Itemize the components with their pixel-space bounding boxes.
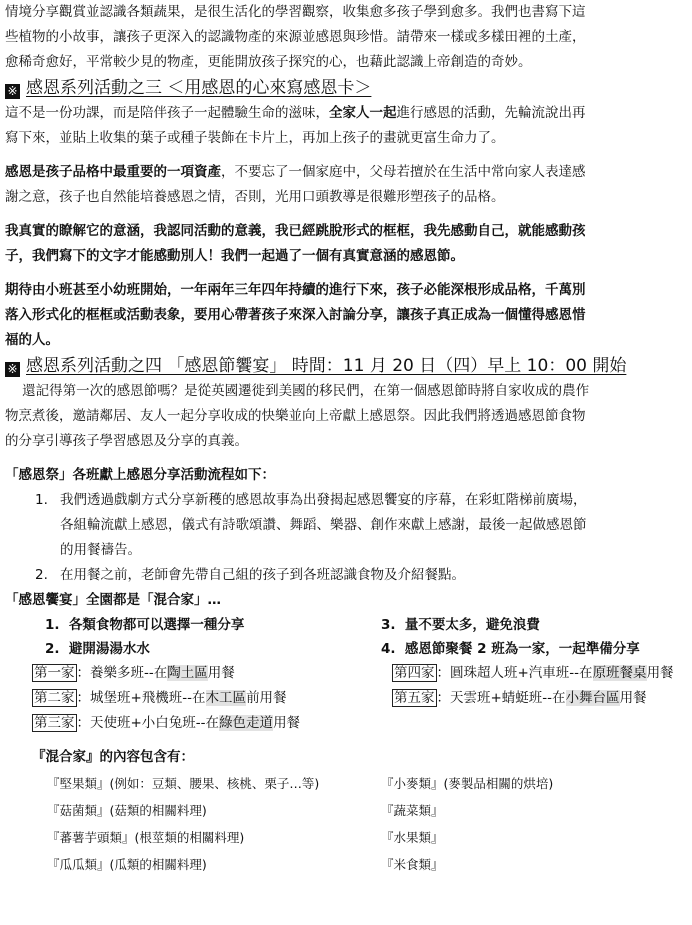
family-label: 第三家 (34, 715, 75, 731)
content-title: 『混合家』的內容包含有： (32, 749, 194, 765)
section4-title: 感恩系列活動之四 「感恩節饗宴」 時間：11 月 20 日（四）早上 10：00 開始 (26, 356, 627, 376)
section3-heading (5, 76, 687, 100)
family-suffix: 用餐 (273, 715, 301, 731)
family-desc: ：天使班+小白兔班--在 (76, 715, 220, 731)
flow-item-number: 1. (35, 492, 48, 508)
section4-paragraph-line-2: 物烹煮後，邀請鄰居、友人一起分享收成的快樂並向上帝獻上感恩祭。因此我們將透過感恩節食物 (5, 408, 586, 424)
family-item (5, 686, 392, 711)
section4-paragraph-line-3: 的分享引導孩子學習感恩及分享的真義。 (5, 433, 248, 449)
family-suffix: 前用餐 (246, 690, 287, 706)
family-suffix: 用餐 (619, 690, 647, 706)
family-item (5, 661, 392, 686)
family-location: 陶土區 (167, 665, 208, 681)
content-item: 『瓜瓜類』(瓜類的相關料理) (47, 857, 207, 872)
section3-title: 感恩系列活動之三 ＜用感恩的心來寫感恩卡＞ (26, 78, 372, 98)
document-page (5, 0, 687, 878)
p1-text-bold: 全家人一起 (329, 105, 397, 121)
content-row-4 (5, 851, 687, 878)
family-item (392, 686, 687, 711)
rule-item: 2. 避開湯湯水水 (45, 641, 150, 657)
heading-marker-icon: ※ (5, 84, 20, 99)
family-location: 原班餐桌 (592, 665, 647, 681)
content-item: 『蕃薯芋頭類』(根莖類的相關料理) (47, 830, 245, 845)
family-item (5, 711, 392, 736)
flow-item-line: 各組輪流獻上感恩，儀式有詩歌頌讚、舞蹈、樂器、創作來獻上感謝，最後一起做感恩節 (60, 517, 587, 533)
content-item: 『水果類』 (381, 830, 444, 845)
flow-item (5, 563, 687, 588)
family-suffix: 用餐 (646, 665, 674, 681)
section4-heading (5, 354, 687, 378)
family-desc: ：天雲班+蜻蜓班--在 (436, 690, 566, 706)
family-desc: ：養樂多班--在 (76, 665, 168, 681)
content-item: 『菇菌類』(菇類的相關料理) (47, 803, 207, 818)
flow-item-line: 的用餐禱告。 (60, 542, 141, 558)
heading-marker-icon: ※ (5, 362, 20, 377)
content-item: 『米食類』 (381, 857, 444, 872)
family-desc: ：圓珠超人班+汽車班--在 (436, 665, 593, 681)
section3-paragraph-1 (5, 101, 687, 126)
content-item: 『小麥類』(麥製品相關的烘培) (381, 776, 554, 791)
flow-item-line: 在用餐之前，老師會先帶自己組的孩子到各班認識食物及介紹餐點。 (60, 567, 465, 583)
family-label: 第一家 (34, 665, 75, 681)
families-row-3 (5, 711, 687, 736)
family-location: 木工區 (205, 690, 247, 706)
section3-paragraph-3-line-2: 子，我們寫下的文字才能感動別人！我們一起過了一個有真實意涵的感恩節。 (5, 248, 464, 264)
families-row-1 (5, 661, 687, 686)
rule-item: 3. 量不要太多，避免浪費 (381, 617, 540, 633)
section3-paragraph-4-line-1: 期待由小班甚至小幼班開始，一年兩年三年四年持續的進行下來，孩子必能深根形成品格，千萬別 (5, 282, 586, 298)
section3-paragraph-1-line-2: 寫下來，並貼上收集的葉子或種子裝飾在卡片上，再加上孩子的畫就更富生命力了。 (5, 130, 505, 146)
flow-item-number: 2. (35, 567, 48, 583)
mix-title: 「感恩饗宴」全園都是「混合家」… (5, 592, 221, 608)
content-item: 『堅果類』(例如：豆類、腰果、核桃、栗子…等) (47, 776, 320, 791)
flow-item-line: 我們透過戲劇方式分享新穫的感恩故事為出發揭起感恩饗宴的序幕，在彩虹階梯前廣場， (60, 492, 587, 508)
section3-paragraph-4-line-3: 福的人。 (5, 332, 59, 348)
rule-item: 4. 感恩節聚餐 2 班為一家，一起準備分享 (381, 641, 640, 657)
p2-text-bold: 感恩是孩子品格中最重要的一項資產 (5, 164, 221, 180)
flow-title: 「感恩祭」各班獻上感恩分享活動流程如下： (5, 467, 275, 483)
family-suffix: 用餐 (207, 665, 235, 681)
rules-row-1 (5, 613, 687, 637)
p1-text-a: 這不是一份功課，而是陪伴孩子一起體驗生命的滋味， (5, 105, 329, 121)
content-item: 『蔬菜類』 (381, 803, 444, 818)
rules-row-2 (5, 637, 687, 661)
flow-item (5, 488, 687, 563)
family-location: 綠色走道 (219, 715, 274, 731)
family-desc: ：城堡班+飛機班--在 (76, 690, 206, 706)
p1-text-c: 進行感恩的活動，先輪流說出再 (396, 105, 586, 121)
intro-line-2: 些植物的小故事，讓孩子更深入的認識物產的來源並感恩與珍惜。請帶來一樣或多樣田裡的土產， (5, 29, 586, 45)
intro-line-3: 愈稀奇愈好，平常較少見的物產，更能開放孩子探究的心，也藉此認識上帝創造的奇妙。 (5, 54, 532, 70)
section3-paragraph-2 (5, 160, 687, 185)
section3-paragraph-4-line-2: 落入形式化的框框或活動表象，要用心帶著孩子來深入討論分享，讓孩子真正成為一個懂得感恩惜 (5, 307, 586, 323)
family-location: 小舞台區 (565, 690, 620, 706)
content-row-3 (5, 824, 687, 851)
content-row-2 (5, 797, 687, 824)
family-label: 第四家 (394, 665, 435, 681)
section3-paragraph-2-line-2: 謝之意，孩子也自然能培養感恩之情，否則，光用口頭教導是很難形塑孩子的品格。 (5, 189, 505, 205)
families-row-2 (5, 686, 687, 711)
family-label: 第五家 (394, 690, 435, 706)
content-row-1 (5, 770, 687, 797)
section4-paragraph-line-1: 還記得第一次的感恩節嗎？是從英國遷徙到美國的移民們，在第一個感恩節時將自家收成的農作 (5, 383, 590, 399)
flow-list (5, 488, 687, 588)
family-item (392, 661, 687, 686)
family-label: 第二家 (34, 690, 75, 706)
rule-item: 1. 各類食物都可以選擇一種分享 (45, 617, 245, 633)
section3-paragraph-3-line-1: 我真實的瞭解它的意涵，我認同活動的意義，我已經跳脫形式的框框，我先感動自己，就能感動孩 (5, 223, 586, 239)
p2-text-rest: ，不要忘了一個家庭中，父母若擅於在生活中常向家人表達感 (221, 164, 586, 180)
intro-line-1: 情境分享觀賞並認識各類蔬果，是很生活化的學習觀察，收集愈多孩子學到愈多。我們也書寫下這 (5, 4, 586, 20)
